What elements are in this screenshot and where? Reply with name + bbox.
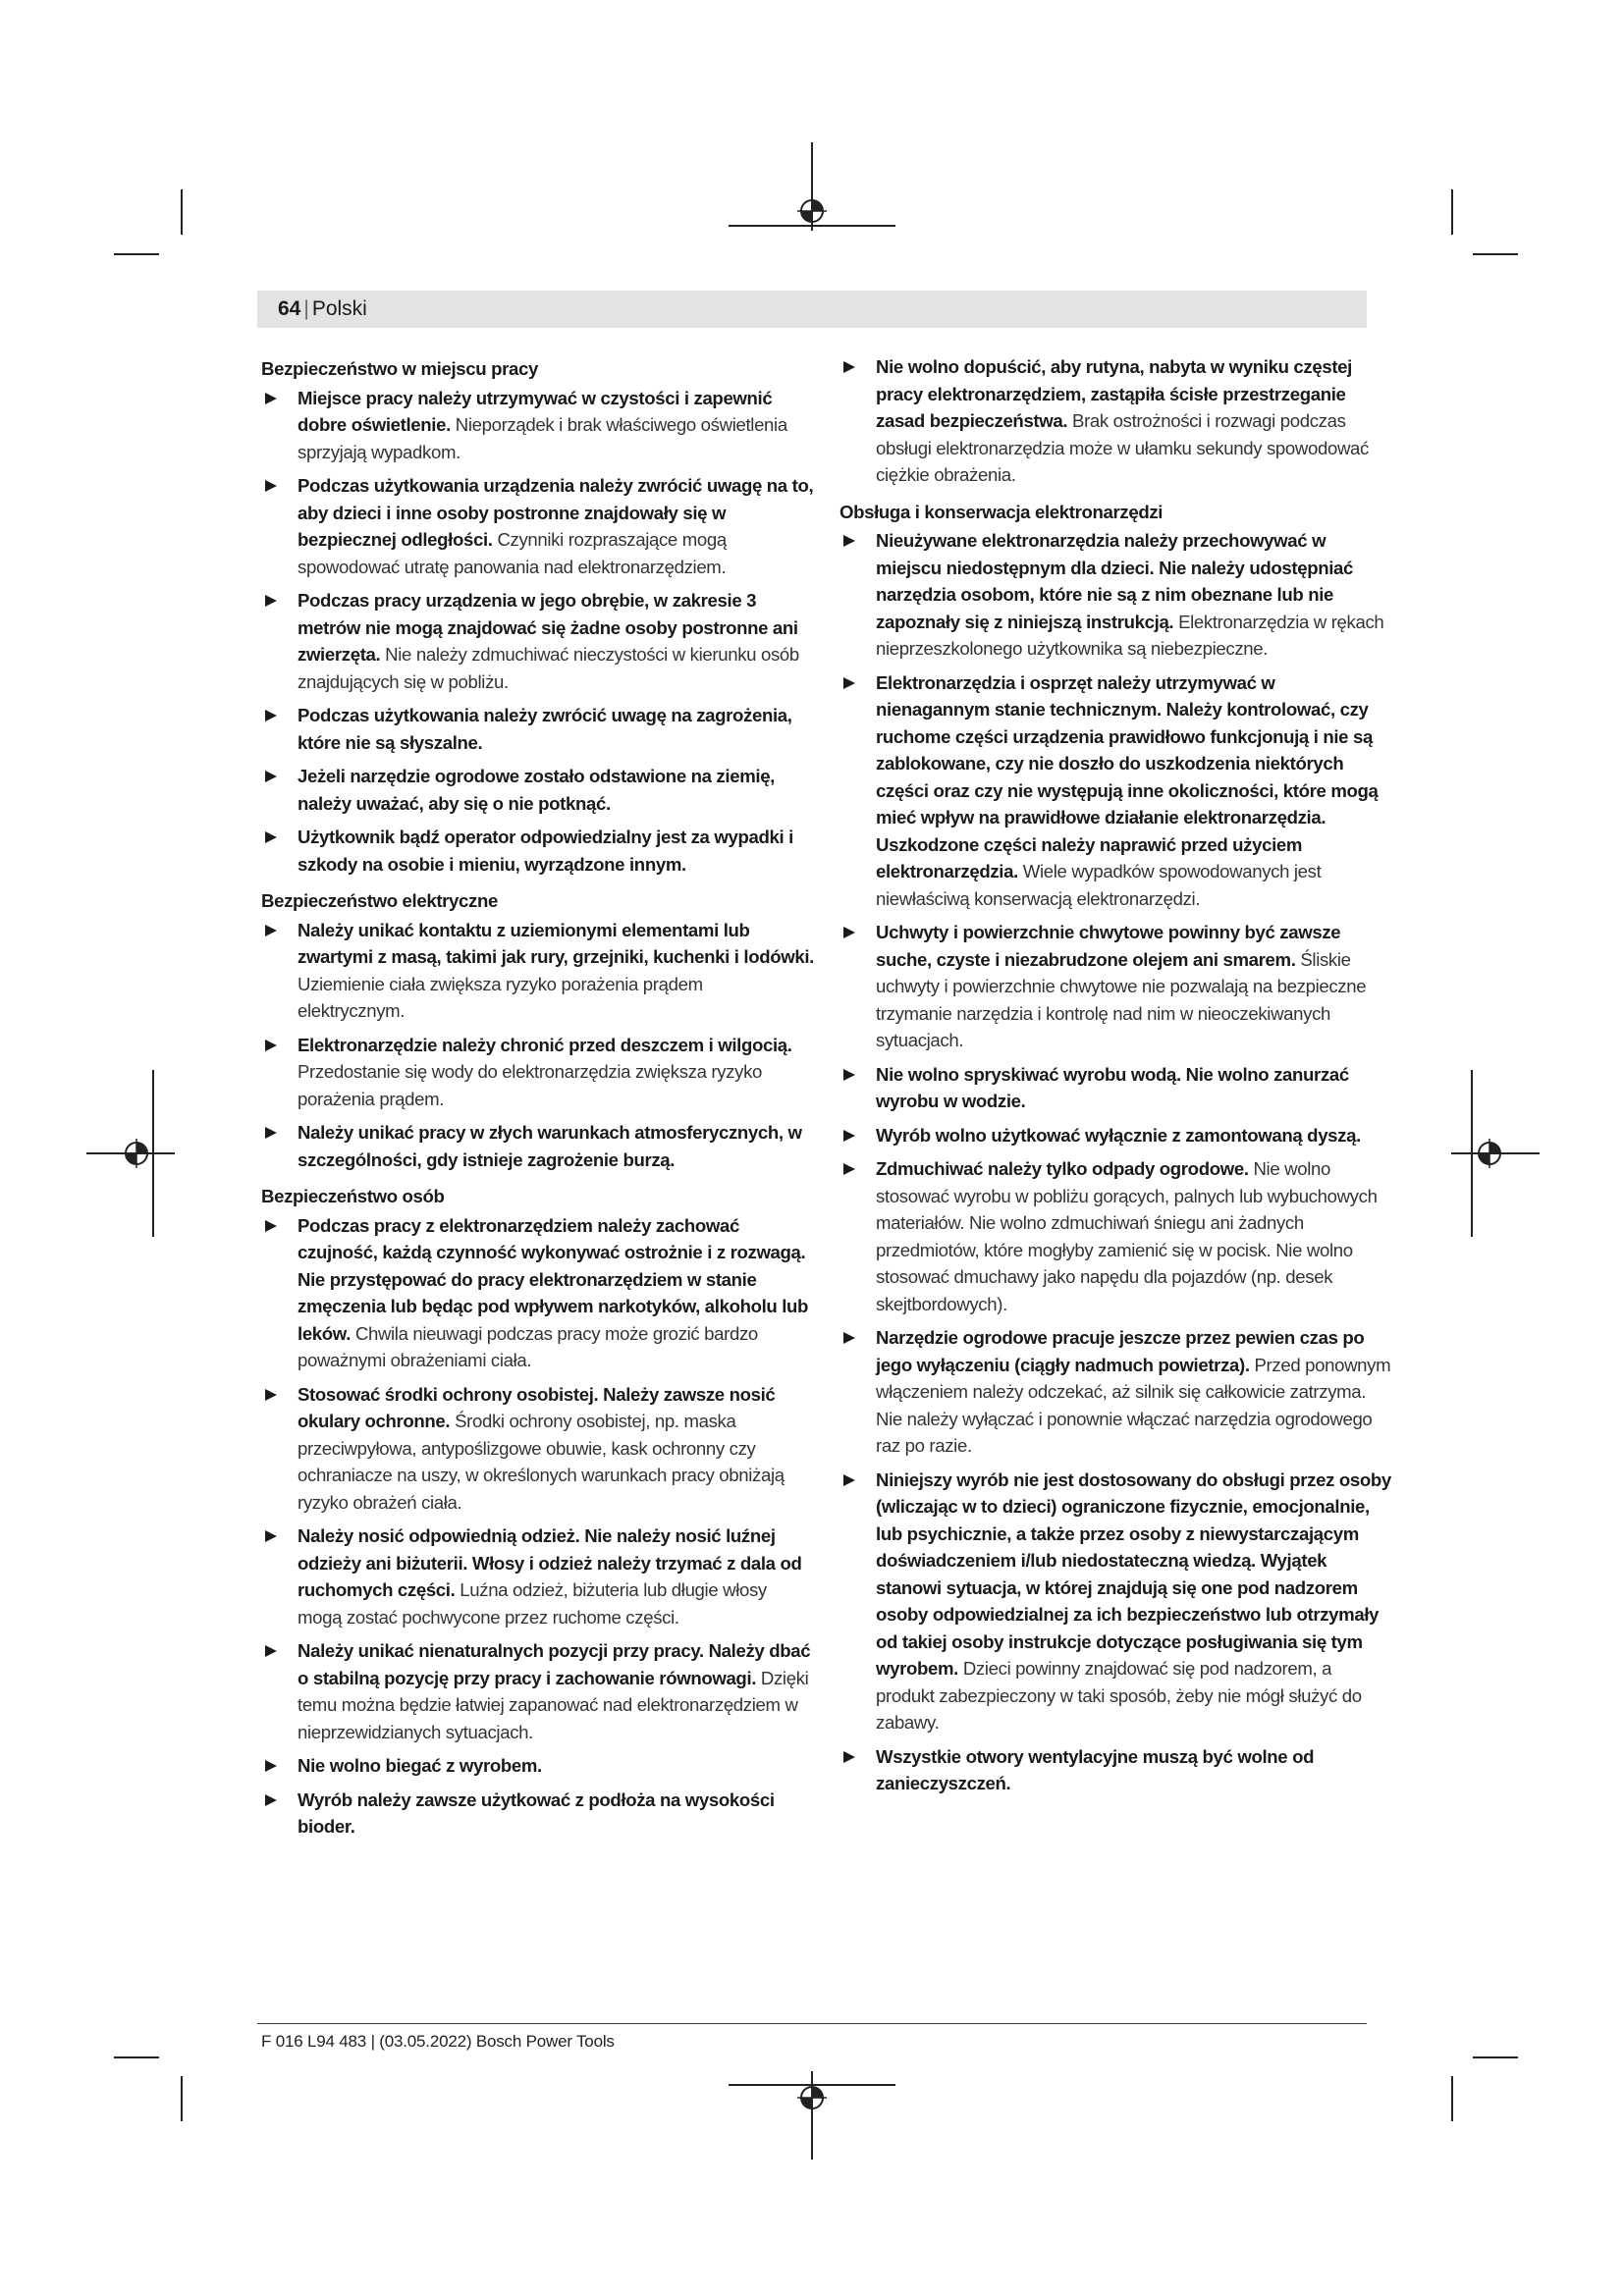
crop-mark-bl-h xyxy=(114,2056,159,2058)
bullet-arrow-icon xyxy=(265,393,277,404)
item-instruction: Należy unikać kontaktu z uziemionymi elementami lub zwartymi z masą, takimi jak rury, grzejniki, kuchenki i lodówki. xyxy=(298,919,814,967)
safety-item xyxy=(839,1324,1392,1460)
bullet-arrow-icon xyxy=(265,1645,277,1657)
registration-mark-left-icon xyxy=(122,1139,151,1168)
section-heading: Obsługa i konserwacja elektronarzędzi xyxy=(839,501,1164,522)
item-instruction: Wyrób należy zawsze użytkować z podłoża na wysokości bioder. xyxy=(298,1789,775,1837)
bullet-arrow-icon xyxy=(843,927,855,938)
safety-item xyxy=(839,1155,1392,1317)
safety-item xyxy=(261,917,814,1025)
safety-list xyxy=(261,917,814,1174)
item-explanation: Przed ponownym włączeniem należy odczekać, aż silnik się całkowicie zatrzyma. xyxy=(876,1354,1391,1402)
bullet-arrow-icon xyxy=(265,1794,277,1806)
item-instruction: Podczas użytkowania należy zwrócić uwagę na zagrożenia, które nie są słyszalne. xyxy=(298,705,792,753)
bullet-arrow-icon xyxy=(265,710,277,721)
item-explanation: Nieporządek i brak właściwego oświetlenia sprzyjają wypadkom. xyxy=(298,414,787,462)
safety-item xyxy=(261,587,814,695)
item-note: Nie należy wyłączać i ponownie włączać narzędzia ogrodowego raz po razie. xyxy=(876,1408,1373,1456)
item-instruction: Nieużywane elektronarzędzia należy przechowywać w miejscu niedostępnym dla dzieci. Nie należy udostępniać narzędzia osobom, które nie są z nim obeznane lub nie zapoznały się z niniejszą instrukcją. xyxy=(876,530,1354,632)
safety-item xyxy=(839,1061,1392,1115)
header-separator: | xyxy=(303,297,309,320)
bullet-arrow-icon xyxy=(843,677,855,689)
item-explanation: Nie wolno stosować wyrobu w pobliżu gorących, palnych lub wybuchowych materiałów. Nie wolno zdmuchiwań śniegu ani żadnych przedmiotów, które mogłyby zamienić się w pocisk. Nie wolno stosować dmuchawy jako napędu dla pojazdów (np. desek skejtbordowych). xyxy=(876,1158,1378,1314)
item-explanation: Dzieci powinny znajdować się pod nadzorem, a produkt zabezpieczony w taki sposób, żeby nie mógł służyć do zabawy. xyxy=(876,1658,1362,1733)
crop-mark-bl-v xyxy=(181,2076,183,2121)
item-instruction: Należy unikać pracy w złych warunkach atmosferycznych, w szczególności, gdy istnieje zagrożenie burzą. xyxy=(298,1122,802,1170)
bullet-arrow-icon xyxy=(843,1069,855,1081)
page-number: 64 xyxy=(278,297,301,320)
bullet-arrow-icon xyxy=(265,1220,277,1232)
safety-item xyxy=(261,1119,814,1173)
bullet-arrow-icon xyxy=(843,1163,855,1175)
bullet-arrow-icon xyxy=(265,1127,277,1139)
item-instruction: Użytkownik bądź operator odpowiedzialny jest za wypadki i szkody na osobie i mieniu, wyrządzone innym. xyxy=(298,827,793,875)
safety-item xyxy=(261,1032,814,1113)
item-instruction: Nie wolno dopuścić, aby rutyna, nabyta w wyniku częstej pracy elektronarzędziem, zastąpiła ścisłe przestrzeganie zasad bezpieczeństwa. xyxy=(876,356,1352,431)
item-explanation: Śliskie uchwyty i powierzchnie chwytowe nie pozwalają na bezpieczne trzymanie narzędzia i kontrolę nad nim w nieoczekiwanych sytuacjach. xyxy=(876,948,1367,1050)
page-language: Polski xyxy=(311,297,367,320)
crop-mark-tr-h xyxy=(1473,253,1518,255)
item-instruction: Jeżeli narzędzie ogrodowe zostało odstawione na ziemię, należy uważać, aby się o nie potknąć. xyxy=(298,766,775,814)
page-header xyxy=(278,297,367,321)
safety-list xyxy=(839,353,1392,489)
right-column xyxy=(839,353,1392,1807)
bullet-arrow-icon xyxy=(843,1130,855,1142)
crop-mark-br-h xyxy=(1473,2056,1518,2058)
safety-item xyxy=(261,1787,814,1841)
item-instruction: Wszystkie otwory wentylacyjne muszą być wolne od zanieczyszczeń. xyxy=(876,1745,1315,1793)
safety-list xyxy=(261,1212,814,1841)
item-instruction: Podczas pracy urządzenia w jego obrębie, w zakresie 3 metrów nie mogą znajdować się żadne osoby postronne ani zwierzęta. xyxy=(298,590,798,665)
item-instruction: Podczas użytkowania urządzenia należy zwrócić uwagę na to, aby dzieci i inne osoby postronne znajdowały się w bezpiecznej odległości. xyxy=(298,475,814,550)
crop-mark-br-v xyxy=(1451,2076,1453,2121)
safety-item xyxy=(261,1212,814,1374)
safety-item xyxy=(839,1467,1392,1736)
safety-item xyxy=(261,763,814,817)
item-explanation: Elektronarzędzia w rękach nieprzeszkolonego użytkownika są niebezpieczne. xyxy=(876,611,1384,659)
crop-mark-tl-v xyxy=(181,189,183,235)
item-instruction: Należy unikać nienaturalnych pozycji przy pracy. Należy dbać o stabilną pozycję przy pracy i zachowanie równowagi. xyxy=(298,1640,811,1688)
item-instruction: Uchwyty i powierzchnie chwytowe powinny być zawsze suche, czyste i niezabrudzone olejem ani smarem. xyxy=(876,922,1341,970)
bullet-arrow-icon xyxy=(265,595,277,607)
page-footer: F 016 L94 483 | (03.05.2022) Bosch Power Tools xyxy=(261,2032,615,2051)
bullet-arrow-icon xyxy=(265,480,277,492)
safety-item xyxy=(839,527,1392,663)
bullet-arrow-icon xyxy=(265,1530,277,1542)
bullet-arrow-icon xyxy=(265,1389,277,1401)
safety-item xyxy=(839,669,1392,913)
item-instruction: Podczas pracy z elektronarzędziem należy zachować czujność, każdą czynność wykonywać ostrożnie i z rozwagą. Nie przystępować do pracy elektronarzędziem w stanie zmęczenia lub będąc pod wpływem narkotyków, alkoholu lub leków. xyxy=(298,1214,809,1344)
item-instruction: Narzędzie ogrodowe pracuje jeszcze przez pewien czas po jego wyłączeniu (ciągły nadmuch powietrza). xyxy=(876,1327,1365,1375)
bullet-arrow-icon xyxy=(265,771,277,782)
safety-list xyxy=(839,527,1392,1797)
safety-item xyxy=(261,1637,814,1745)
left-column xyxy=(261,355,814,1850)
item-explanation: Dzięki temu można będzie łatwiej zapanować nad elektronarzędziem w nieprzewidzianych sytuacjach. xyxy=(298,1667,809,1742)
safety-item xyxy=(261,1752,814,1780)
bullet-arrow-icon xyxy=(843,535,855,547)
bullet-arrow-icon xyxy=(843,1751,855,1763)
registration-mark-top-icon xyxy=(797,196,827,226)
item-instruction: Wyrób wolno użytkować wyłącznie z zamontowaną dyszą. xyxy=(876,1124,1361,1146)
item-explanation: Uziemienie ciała zwiększa ryzyko porażenia prądem elektrycznym. xyxy=(298,973,703,1021)
safety-list xyxy=(261,385,814,879)
bullet-arrow-icon xyxy=(843,361,855,373)
item-instruction: Stosować środki ochrony osobistej. Należy zawsze nosić okulary ochronne. xyxy=(298,1383,776,1431)
page-header-bar xyxy=(257,291,1367,328)
safety-item xyxy=(261,1381,814,1517)
item-instruction: Nie wolno spryskiwać wyrobu wodą. Nie wolno zanurzać wyrobu w wodzie. xyxy=(876,1063,1349,1111)
bullet-arrow-icon xyxy=(265,1760,277,1772)
section-heading: Bezpieczeństwo w miejscu pracy xyxy=(261,358,538,379)
item-explanation: Nie należy zdmuchiwać nieczystości w kierunku osób znajdujących się w pobliżu. xyxy=(298,644,799,692)
item-explanation: Czynniki rozpraszające mogą spowodować utratę panowania nad elektronarzędziem. xyxy=(298,529,727,577)
item-instruction: Miejsce pracy należy utrzymywać w czystości i zapewnić dobre oświetlenie. xyxy=(298,387,773,435)
item-explanation: Brak ostrożności i rozwagi podczas obsługi elektronarzędzia może w ułamku sekundy spowodować ciężkie obrażenia. xyxy=(876,410,1369,485)
crop-mark-tr-v xyxy=(1451,189,1453,235)
bullet-arrow-icon xyxy=(265,1040,277,1051)
bullet-arrow-icon xyxy=(265,925,277,936)
item-instruction: Zdmuchiwać należy tylko odpady ogrodowe. xyxy=(876,1158,1249,1179)
safety-item xyxy=(839,1122,1392,1149)
item-instruction: Nie wolno biegać z wyrobem. xyxy=(298,1755,542,1776)
item-instruction: Niniejszy wyrób nie jest dostosowany do obsługi przez osoby (wliczając w to dzieci) ograniczone fizycznie, emocjonalnie, lub psychicznie, a także przez osoby z niewystarczającym doświadczeniem i/lub niedostateczną wiedzą. Wyjątek stanowi sytuacja, w której znajdują się one pod nadzorem osoby odpowiedzialnej za ich bezpieczeństwo lub otrzymały od takiej osoby instrukcje dotyczące posługiwania się tym wyrobem. xyxy=(876,1468,1391,1679)
crop-mark-tl-h xyxy=(114,253,159,255)
section-heading: Bezpieczeństwo elektryczne xyxy=(261,890,498,911)
item-explanation: Luźna odzież, biżuteria lub długie włosy mogą zostać pochwycone przez ruchome części. xyxy=(298,1579,767,1628)
item-explanation: Wiele wypadków spowodowanych jest niewłaściwą konserwacją elektronarzędzi. xyxy=(876,861,1322,909)
registration-mark-bottom-icon xyxy=(797,2083,827,2112)
safety-item xyxy=(839,353,1392,489)
item-explanation: Środki ochrony osobistej, np. maska przeciwpyłowa, antypoślizgowe obuwie, kask ochronny czy ochraniacze na uszy, w określonych warunkach pracy obniżają ryzyko obrażeń ciała. xyxy=(298,1411,785,1513)
bullet-arrow-icon xyxy=(265,831,277,843)
item-instruction: Elektronarzędzie należy chronić przed deszczem i wilgocią. xyxy=(298,1034,792,1055)
item-explanation: Chwila nieuwagi podczas pracy może grozić bardzo poważnymi obrażeniami ciała. xyxy=(298,1322,758,1370)
bullet-arrow-icon xyxy=(843,1474,855,1486)
registration-mark-right-icon xyxy=(1475,1139,1504,1168)
safety-item xyxy=(261,385,814,466)
item-instruction: Należy nosić odpowiednią odzież. Nie należy nosić luźnej odzieży ani biżuterii. Włosy i odzież należy trzymać z dala od ruchomych części. xyxy=(298,1525,802,1600)
safety-item xyxy=(261,1522,814,1630)
safety-item xyxy=(839,1743,1392,1797)
safety-item xyxy=(261,824,814,878)
bullet-arrow-icon xyxy=(843,1332,855,1344)
safety-item xyxy=(839,919,1392,1054)
footer-rule xyxy=(257,2023,1367,2024)
safety-item xyxy=(261,702,814,756)
item-explanation: Przedostanie się wody do elektronarzędzia zwiększa ryzyko porażenia prądem. xyxy=(298,1061,763,1109)
item-instruction: Elektronarzędzia i osprzęt należy utrzymywać w nienagannym stanie technicznym. Należy kontrolować, czy ruchome części urządzenia prawidłowo funkcjonują i nie są zablokowane, czy nie doszło do uszkodzenia niektórych części oraz czy nie występują inne okoliczności, które mogą mieć wpływ na prawidłowe działanie elektronarzędzia. Uszkodzone części należy naprawić przed użyciem elektronarzędzia. xyxy=(876,671,1379,881)
section-heading: Bezpieczeństwo osób xyxy=(261,1186,445,1206)
safety-item xyxy=(261,472,814,580)
